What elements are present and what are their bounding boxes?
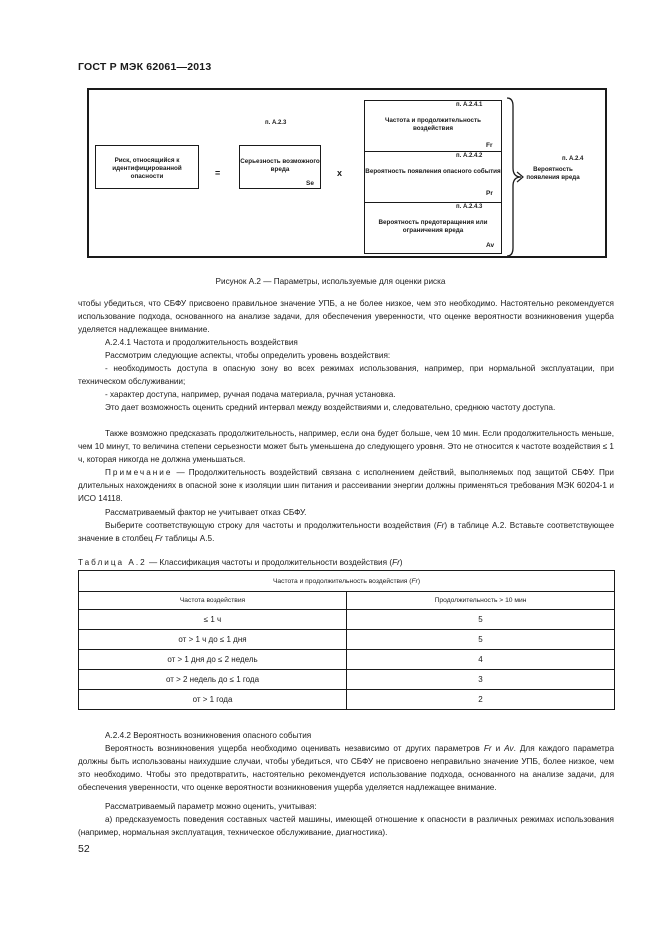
ref-a23: п. A.2.3 [265,120,287,126]
note-label: Примечание [105,468,173,477]
table-row [79,670,615,690]
probability-fr: Fr [483,744,492,753]
value-cell: 4 [347,650,615,670]
list-item-predictability: а) предсказуемость поведения составных частей машины, имеющей отношение к опасности в различных режимах использования (например, нормальная эксплуатация, техническое обслуживание, диагностика). [78,815,614,837]
probability-text-a: Вероятность возникновения ущерба необходимо оценивать независимо от других параметров [105,744,484,753]
table-caption-fr: Fr [392,558,400,567]
frequency-cell: от > 1 года [79,690,347,710]
var-se: Se [306,180,314,187]
frequency-box-label: Частота и продолжительность воздействия [385,117,481,132]
table-caption-label: Таблица А.2 [78,558,147,567]
frequency-cell: ≤ 1 ч [79,610,347,630]
frequency-table [78,570,615,710]
table-group-header [79,571,615,592]
frequency-cell: от > 2 недель до ≤ 1 года [79,670,347,690]
probability-box-label: Вероятность появления опасного события [365,168,501,175]
note-paragraph [78,466,614,505]
group-header-end: ) [417,577,421,585]
select-row-text-c: таблицы А.5. [162,534,215,543]
ref-a242: п. A.2.4.2 [456,153,483,159]
frequency-cell: от > 1 дня до ≤ 2 недель [79,650,347,670]
select-row-text-a: Выберите соответствующую строку для частоты и продолжительности воздействия ( [105,521,437,530]
select-row-fr: Fr [436,521,445,530]
probability-av: Av [504,744,514,753]
section-a241-heading: А.2.4.1 Частота и продолжительность воздействия [105,338,298,347]
table-row [79,630,615,650]
harm-probability-label: Вероятность появления вреда [526,166,580,181]
paragraph-duration: Также возможно предсказать продолжительность, например, если она будет больше, чем 10 мин. Если продолжительность меньше, чем 10 минут, то величина степени серьезности может быть уменьшена до следующего уровня. Это не относится к частоте воздействия ≤ 1 ч, которая никогда не должна уменьшаться. [78,429,614,464]
value-cell: 5 [347,630,615,650]
table-row [79,690,615,710]
list-item-access-need: - необходимость доступа в опасную зону во всех режимах использования, например, при нормальной эксплуатации, при техническом обслуживании; [78,364,614,386]
column-header-duration: Продолжительность > 10 мин [347,592,615,610]
paragraph-probability [78,742,614,794]
table-caption-end: ) [399,558,403,567]
ref-a241: п. A.2.4.1 [456,102,483,108]
column-header-frequency: Частота воздействия [79,592,347,610]
var-pr: Pr [486,190,493,197]
value-cell: 5 [347,610,615,630]
note-text: — Продолжительность воздействий связана с исполнением действий, выполняемых под защитой СБФУ. При длительных нахождениях в опасной зоне к изоляции шин питания и рассеивании энергии должны применяться требования МЭК 60204-1 и ИСО 14118. [78,468,614,503]
section-a242-heading: А.2.4.2 Вероятность возникновения опасного события [105,731,312,740]
select-row-fr-2: Fr [155,534,163,543]
avoidance-box-label: Вероятность предотвращения или ограничения вреда [378,219,488,234]
risk-box-label: Риск, относящийся к идентифицированной опасности [112,157,182,180]
var-fr: Fr [486,142,493,149]
risk-box [95,145,199,189]
paragraph-aspects: Рассмотрим следующие аспекты, чтобы определить уровень воздействия: [105,351,391,360]
ref-a243: п. A.2.4.3 [456,204,483,210]
list-item-access-type: - характер доступа, например, ручная подача материала, ручная установка. [105,390,396,399]
paragraph-parameter: Рассматриваемый параметр можно оценить, учитывая: [105,802,317,811]
var-av: Av [486,242,495,249]
paragraph-interval: Это дает возможность оценить средний интервал между воздействиями и, следовательно, среднюю частоту доступа. [105,403,556,412]
frequency-cell: от > 1 ч до ≤ 1 дня [79,630,347,650]
table-caption-text: — Классификация частоты и продолжительности воздействия ( [146,558,393,567]
document-header: ГОСТ Р МЭК 62061—2013 [78,61,212,73]
risk-parameters-figure [87,88,607,258]
equals-sign: = [215,168,221,178]
table-row [79,650,615,670]
select-row-text-b: ) в таблице А.2. Вставьте соответствующее значение в столбец [78,521,615,543]
severity-box-label: Серьезность возможного вреда [240,158,320,173]
page-number: 52 [78,843,90,855]
value-cell: 3 [347,670,615,690]
table-row [79,610,615,630]
paragraph-intro: чтобы убедиться, что СБФУ присвоено правильное значение УПБ, а не более низкое, чем это необходимо. Настоятельно рекомендуется использование подхода, основанного на анализе задачи, для обеспечения уверенности, что оценке вероятности возникновения ущерба уделяется надлежащее внимание. [78,299,614,334]
table-caption [78,558,403,567]
paragraph-select-row [78,519,614,545]
group-header-text: Частота и продолжительность воздействия ( [272,577,412,585]
probability-text-b: . Для каждого параметра должны быть использованы наихудшие случаи, чтобы убедиться, что СБФУ не присвоено неправильно значение УПБ, более низкое, чем это необходимо. Чтобы это предотвратить, настоятельно рекомендуется использование подхода, основанного на анализе задачи, для обеспечения уверенности, что оценке вероятности возникновения ущерба уделяется надлежащее внимание. [78,744,615,792]
ref-a24: п. A.2.4 [562,156,584,162]
probability-and: и [491,744,505,753]
figure-caption: Рисунок А.2 — Параметры, используемые для оценки риска [215,277,446,286]
value-cell: 2 [347,690,615,710]
group-header-fr: Fr [411,577,418,585]
multiply-sign: x [337,168,343,178]
paragraph-factor: Рассматриваемый фактор не учитывает отказ СБФУ. [105,508,307,517]
